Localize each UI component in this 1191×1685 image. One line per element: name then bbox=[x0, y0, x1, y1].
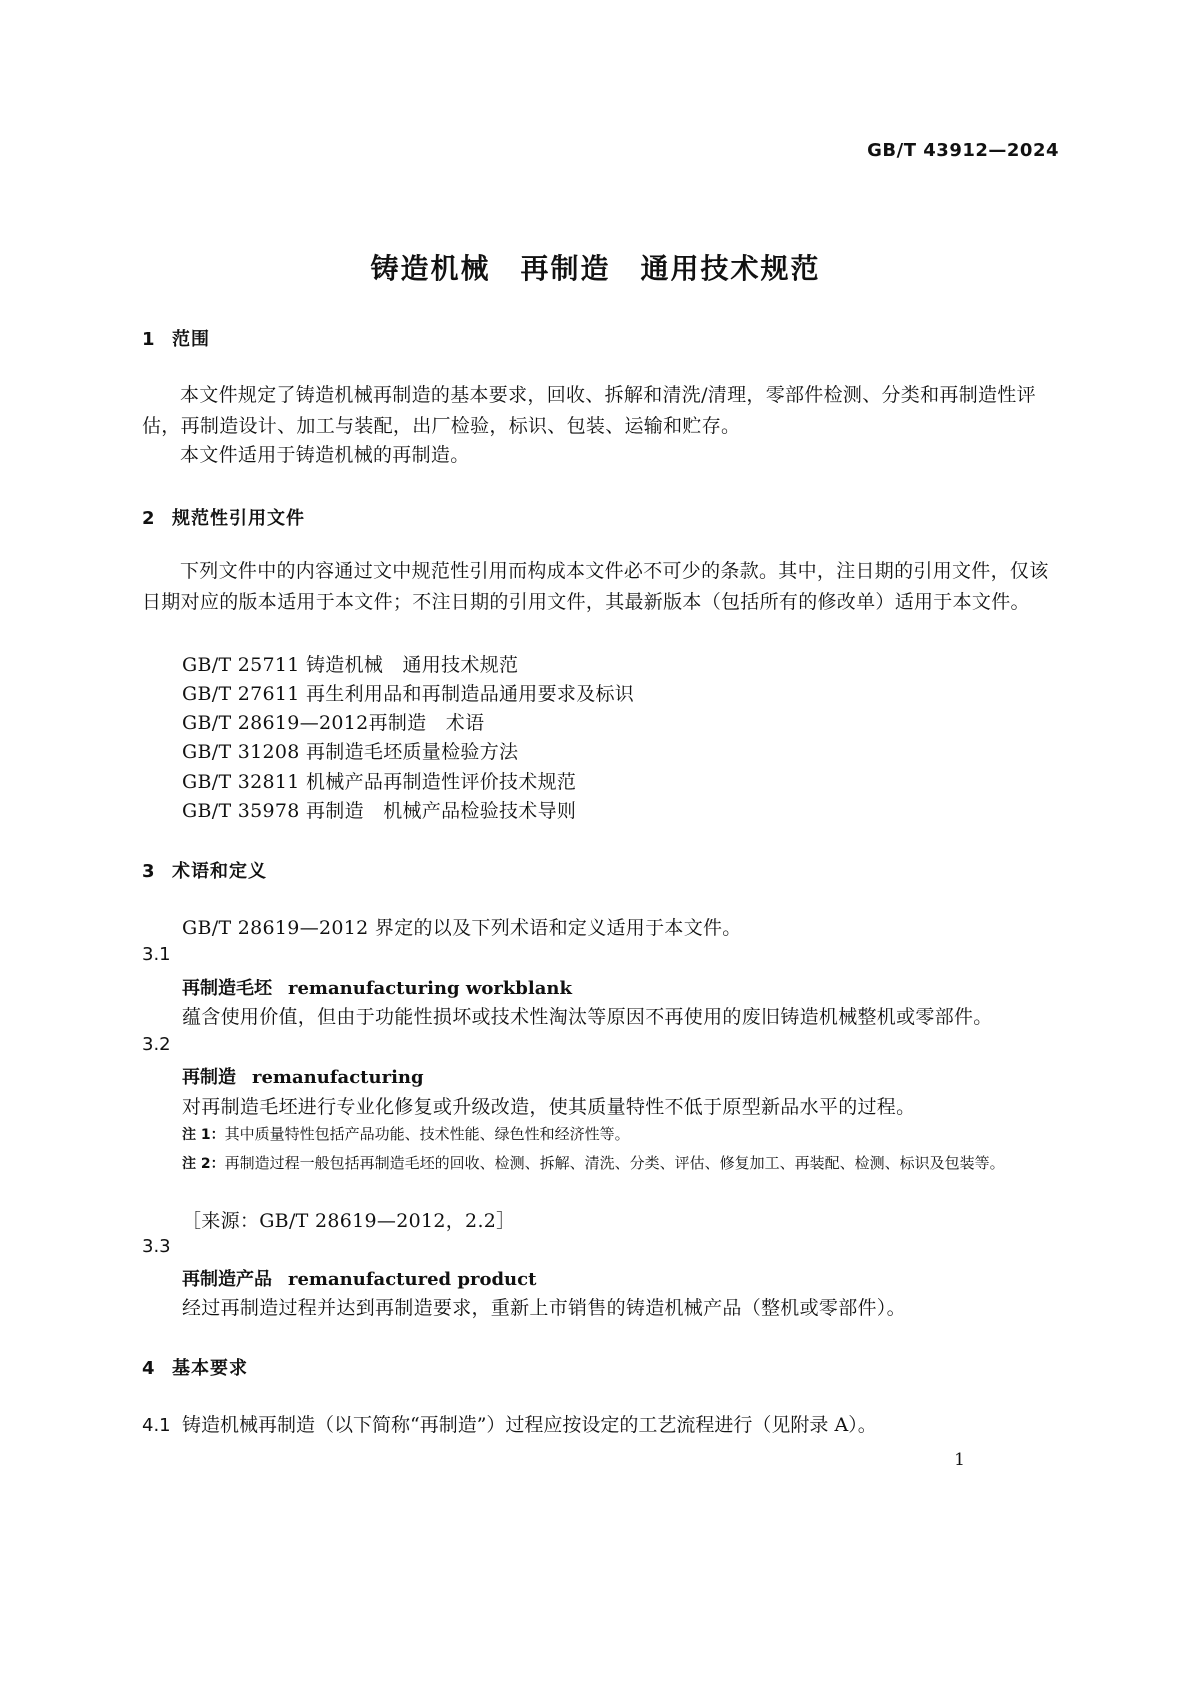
section-1-paragraph-1: 本文件规定了铸造机械再制造的基本要求，回收、拆解和清洗/清理，零部件检测、分类和再制造性评估，再制造设计、加工与装配，出厂检验，标识、包装、运输和贮存。 bbox=[142, 384, 1036, 437]
term-3-1-english: remanufacturing workblank bbox=[288, 978, 572, 999]
section-2-intro: 下列文件中的内容通过文中规范性引用而构成本文件必不可少的条款。其中，注日期的引用文件，仅该日期对应的版本适用于本文件；不注日期的引用文件，其最新版本（包括所有的修改单）适用于本文件。 bbox=[142, 560, 1049, 613]
clause-4-1 bbox=[142, 1410, 877, 1437]
term-3-1-definition: 蕴含使用价值，但由于功能性损坏或技术性淘汰等原因不再使用的废旧铸造机械整机或零部件。 bbox=[182, 1006, 993, 1028]
term-3-2-note-1 bbox=[182, 1119, 1098, 1150]
reference-item bbox=[182, 767, 576, 794]
reference-title: 铸造机械 通用技术规范 bbox=[306, 654, 519, 676]
reference-code: GB/T 27611 bbox=[182, 683, 300, 705]
section-2-heading bbox=[142, 504, 305, 530]
term-3-2-heading bbox=[182, 1063, 424, 1089]
term-3-3-number: 3.3 bbox=[142, 1236, 171, 1257]
term-3-2-chinese: 再制造 bbox=[182, 1067, 236, 1088]
reference-item bbox=[182, 650, 518, 677]
section-4-title: 基本要求 bbox=[172, 1358, 248, 1379]
note-2-label: 注 2： bbox=[182, 1156, 225, 1172]
term-3-2-definition: 对再制造毛坯进行专业化修复或升级改造，使其质量特性不低于原型新品水平的过程。 bbox=[182, 1096, 916, 1118]
note-2-text: 再制造过程一般包括再制造毛坯的回收、检测、拆解、清洗、分类、评估、修复加工、再装配、检测、标识及包装等。 bbox=[224, 1154, 1005, 1172]
section-2-title: 规范性引用文件 bbox=[172, 508, 305, 529]
term-3-3-heading bbox=[182, 1265, 536, 1291]
page-number: 1 bbox=[954, 1450, 965, 1470]
term-3-2-source: ［来源：GB/T 28619—2012，2.2］ bbox=[182, 1210, 516, 1232]
term-3-1-heading bbox=[182, 974, 572, 1000]
section-2-number: 2 bbox=[142, 508, 156, 529]
section-1-number: 1 bbox=[142, 329, 156, 350]
section-3-heading bbox=[142, 857, 267, 883]
reference-item bbox=[182, 796, 576, 823]
reference-title: 再生利用品和再制造品通用要求及标识 bbox=[306, 683, 635, 705]
clause-4-1-text: 铸造机械再制造（以下简称“再制造”）过程应按设定的工艺流程进行（见附录 A）。 bbox=[182, 1414, 877, 1436]
reference-item bbox=[182, 708, 484, 735]
reference-code: GB/T 32811 bbox=[182, 771, 300, 793]
term-3-3-chinese: 再制造产品 bbox=[182, 1269, 272, 1290]
term-3-1-chinese: 再制造毛坯 bbox=[182, 978, 272, 999]
clause-4-1-number: 4.1 bbox=[142, 1415, 171, 1436]
section-3-number: 3 bbox=[142, 861, 156, 882]
reference-code: GB/T 25711 bbox=[182, 654, 300, 676]
term-3-2-number: 3.2 bbox=[142, 1034, 171, 1055]
reference-title: 再制造毛坯质量检验方法 bbox=[306, 741, 519, 763]
section-1-paragraph-2: 本文件适用于铸造机械的再制造。 bbox=[180, 444, 470, 466]
section-1-title: 范围 bbox=[172, 329, 210, 350]
section-3-title: 术语和定义 bbox=[172, 861, 267, 882]
reference-code: GB/T 28619—2012 bbox=[182, 712, 369, 734]
section-4-heading bbox=[142, 1354, 248, 1380]
reference-title: 机械产品再制造性评价技术规范 bbox=[306, 771, 577, 793]
term-3-2-note-2 bbox=[182, 1148, 1098, 1179]
reference-item bbox=[182, 737, 518, 764]
section-4-number: 4 bbox=[142, 1358, 156, 1379]
reference-code: GB/T 31208 bbox=[182, 741, 300, 763]
term-3-2-english: remanufacturing bbox=[252, 1067, 424, 1088]
section-1-heading bbox=[142, 325, 210, 351]
standard-number: GB/T 43912—2024 bbox=[867, 140, 1059, 161]
term-3-3-definition: 经过再制造过程并达到再制造要求，重新上市销售的铸造机械产品（整机或零部件）。 bbox=[182, 1297, 906, 1319]
reference-title: 再制造 机械产品检验技术导则 bbox=[306, 800, 577, 822]
note-1-label: 注 1： bbox=[182, 1127, 225, 1143]
section-3-intro: GB/T 28619—2012 界定的以及下列术语和定义适用于本文件。 bbox=[182, 917, 742, 939]
note-1-text: 其中质量特性包括产品功能、技术性能、绿色性和经济性等。 bbox=[224, 1125, 630, 1143]
document-title: 铸造机械 再制造 通用技术规范 bbox=[370, 252, 821, 285]
term-3-1-number: 3.1 bbox=[142, 944, 171, 965]
reference-title: 再制造 术语 bbox=[368, 712, 485, 734]
reference-code: GB/T 35978 bbox=[182, 800, 300, 822]
reference-item bbox=[182, 679, 634, 706]
term-3-3-english: remanufactured product bbox=[288, 1269, 537, 1290]
